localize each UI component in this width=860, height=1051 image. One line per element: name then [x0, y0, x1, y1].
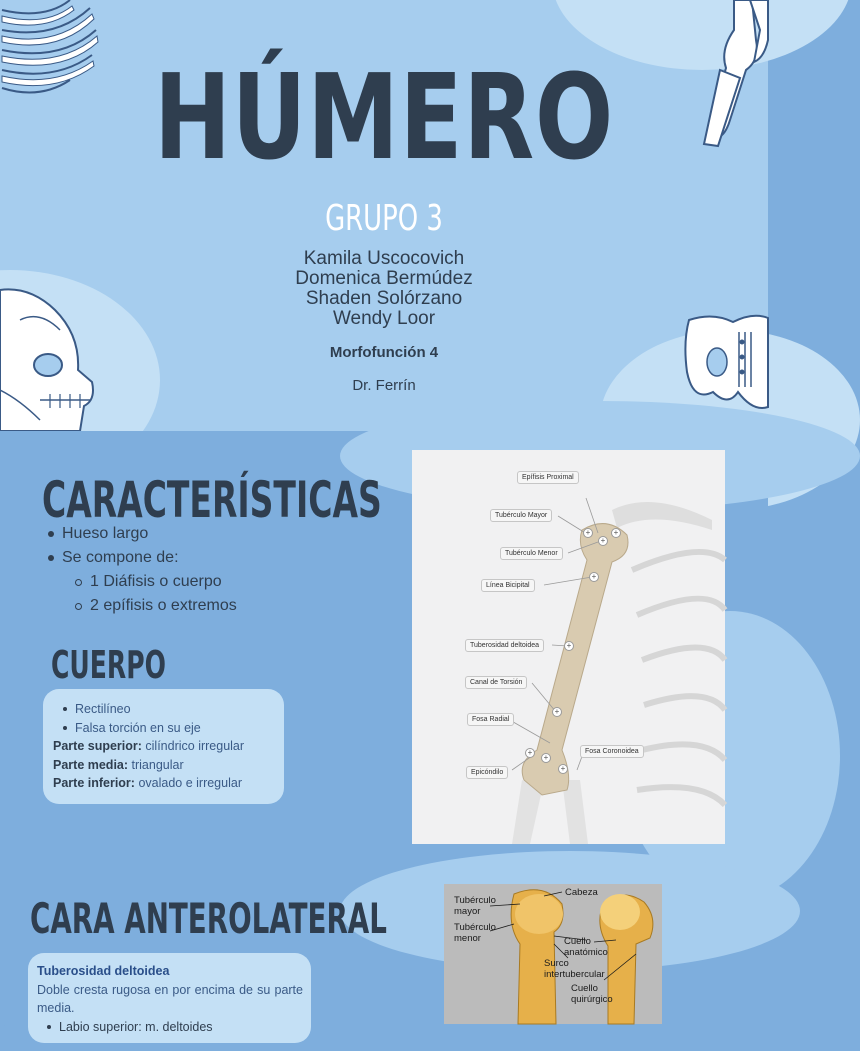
section-heading: CUERPO: [51, 643, 166, 687]
arm-bones-illustration-icon: [690, 0, 768, 150]
plus-marker-icon[interactable]: +: [564, 641, 574, 651]
list-item: Falsa torción en su eje: [53, 719, 274, 738]
diagram-label: Fosa Coronoidea: [580, 745, 644, 758]
author-name: Shaden Solórzano: [305, 288, 463, 309]
list-item: Se compone de:: [48, 546, 237, 570]
content-slide: [0, 431, 768, 1034]
bullet-icon: [63, 707, 67, 711]
list-item: Rectilíneo: [53, 700, 274, 719]
bullet-icon: [48, 531, 54, 537]
author-name: Kamila Uscocovich: [303, 248, 465, 269]
list-item: 1 Diáfisis o cuerpo: [48, 570, 237, 594]
bullet-icon: [48, 555, 54, 561]
plus-marker-icon[interactable]: +: [583, 528, 593, 538]
page-title: HÚMERO: [153, 48, 615, 186]
bullet-icon: [63, 726, 67, 730]
hollow-bullet-icon: [75, 603, 82, 610]
list-item: Hueso largo: [48, 522, 237, 546]
figure-label: Tubérculo menor: [454, 922, 496, 944]
info-line: Parte superior: cilíndrico irregular: [53, 739, 245, 753]
plus-marker-icon[interactable]: +: [558, 764, 568, 774]
deltoid-info-card: [28, 953, 311, 1043]
diagram-label: Tubérculo Menor: [500, 547, 563, 560]
figure-label: Surco intertubercular: [544, 958, 605, 980]
plus-marker-icon[interactable]: +: [525, 748, 535, 758]
diagram-label: Tuberosidad deltoidea: [465, 639, 544, 652]
author-list: [0, 249, 768, 329]
info-line: Parte inferior: ovalado e irregular: [53, 776, 242, 790]
section-heading: CARACTERÍSTICAS: [42, 471, 382, 529]
group-subtitle: GRUPO 3: [325, 198, 443, 239]
figure-label: Cuello anatómico: [564, 936, 608, 958]
hollow-bullet-icon: [75, 579, 82, 586]
plus-marker-icon[interactable]: +: [611, 528, 621, 538]
card-title: Tuberosidad deltoidea: [37, 964, 170, 978]
humerus-anterior-figure: [444, 884, 662, 1024]
diagram-label: Tubérculo Mayor: [490, 509, 552, 522]
bullet-icon: [47, 1025, 51, 1029]
info-line: Parte media: triangular: [53, 757, 184, 772]
list-item: 2 epífisis o extremos: [48, 594, 237, 618]
figure-label: Cuello quirúrgico: [571, 983, 613, 1005]
cover-slide: [0, 0, 768, 431]
body-info-card: [43, 689, 284, 804]
doctor-name: Dr. Ferrín: [352, 377, 416, 394]
humerus-diagram: [412, 450, 725, 844]
author-name: Wendy Loor: [332, 308, 436, 329]
plus-marker-icon[interactable]: +: [552, 707, 562, 717]
figure-label: Cabeza: [565, 887, 598, 898]
plus-marker-icon[interactable]: +: [598, 536, 608, 546]
card-text: Doble cresta rugosa en por encima de su parte media.: [37, 982, 303, 1015]
diagram-label: Epífisis Proximal: [517, 471, 579, 484]
plus-marker-icon[interactable]: +: [541, 753, 551, 763]
diagram-label: Línea Bicipital: [481, 579, 535, 592]
author-name: Domenica Bermúdez: [295, 268, 473, 289]
plus-marker-icon[interactable]: +: [589, 572, 599, 582]
characteristics-list: [48, 522, 237, 618]
diagram-label: Epicóndilo: [466, 766, 508, 779]
course-name: Morfofunción 4: [329, 344, 439, 361]
diagram-label: Fosa Radial: [467, 713, 514, 726]
figure-label: Tubérculo mayor: [454, 895, 496, 917]
diagram-label: Canal de Torsión: [465, 676, 527, 689]
section-heading: CARA ANTEROLATERAL: [30, 894, 387, 943]
list-item: Labio superior: m. deltoides: [37, 1018, 303, 1037]
